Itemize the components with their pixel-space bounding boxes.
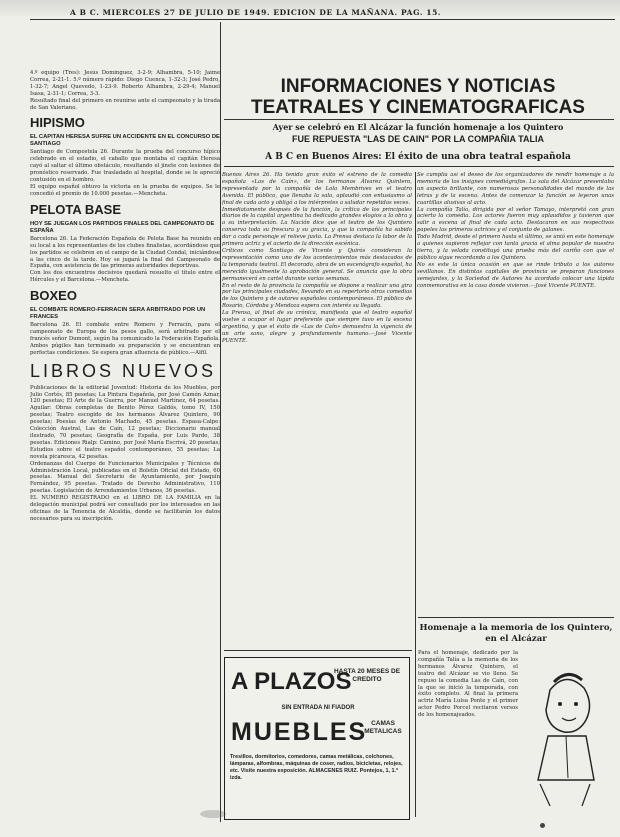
- article-subtitle: Ayer se celebró en El Alcázar la función homenaje a los Quintero: [272, 122, 564, 132]
- headline-rule: [224, 119, 614, 120]
- subtitle-rule: [224, 166, 614, 167]
- notice-text: EL NUMERO REGISTRADO en el LIBRO DE LA FAMILIA en la delegación municipal podrá ser consultado por los interesados en las oficinas de la Tenencia de Alcaldía, donde se facilitarán los datos necesarios para su inscripción.: [30, 495, 220, 522]
- ad-body: Tresillos, dormitorios, comedores, camas metálicas, colchones, lámparas, alfombras, máquinas de coser, radios, bicicletas, relojes, etc. Visite nuestra exposición. ALMACENES RUIZ. Pontejos, 1, 1.ª izda.: [230, 754, 403, 781]
- news-body: El equipo español obtuvo la victoria en la prueba de equipos. Se le concedió el premio de 10.000 pesetas.—Mencheta.: [30, 183, 220, 197]
- section-heading-boxeo: BOXEO: [30, 288, 77, 304]
- ink-stain: [200, 810, 226, 818]
- caricature-drawing: [520, 660, 612, 810]
- article-body: Críticos como Santiago de Vicente y Quirós consideran la representación como uno de los acontecimientos más destacados de la temporada teatral. El decorado, obra de un escenógrafo español, ha merecido igualmente la aprobación general. Se anuncia que la obra permanecerá en cartel durante varias semanas.: [222, 247, 412, 282]
- article-body: No es este la única ocasión en que se rinde tributo a los autores sevillanos. En distintas capitales de provincia se preparan funciones semejantes, y la Sociedad de Autores ha acordado colocar una lápida conmemorativa en la casa donde vivieron.—José Vicente PUENTE.: [417, 261, 614, 289]
- article-headline: FUE REPUESTA "LAS DE CAIN" POR LA COMPAÑIA TALIA: [291, 134, 545, 144]
- homenaje-body: [418, 650, 518, 820]
- ad-headline: A PLAZOS: [231, 668, 352, 695]
- homenaje-text: Para el homenaje, dedicado por la compañía Talía a la memoria de los hermanos Álvarez Quintero, el teatro del Alcázar se vio lleno. Se repuso la comedia Las de Caín, con la que se inició la temporada, con éxito completo. Al final la primera actriz María Luisa Ponte y el primer actor Pedro Porcel recitaron versos de los homenajeados.: [418, 650, 518, 719]
- homenaje-headline: Homenaje a la memoria de los Quintero, en el Alcázar: [419, 623, 613, 644]
- news-body: Santiago de Compostela 26. Durante la prueba del concurso hípico celebrado en el estadio, el caballo que montaba el capitán Heresa cayó al saltar el último obstáculo, resultando el jinete con lesiones de pronóstico reservado. Fue trasladado al hospital, donde se le apreció contusión en el hombro.: [30, 149, 220, 184]
- news-headline: EL COMBATE ROMERO-FERRACIN SERA ARBITRADO POR UN FRANCES: [30, 307, 206, 321]
- section-heading-pelota: PELOTA BASE: [30, 201, 122, 217]
- ad-credit-text: HASTA 20 MESES DE CREDITO: [333, 668, 401, 683]
- article-body: La compañía Talía, dirigida por el señor Tamayo, interpretó con gran acierto la comedia. Los actores fueron muy aplaudidos y tuvieron que salir a escena al final de cada acto. Destacaron en sus respectivos papeles las primeras actrices y el conjunto de galanes.: [417, 206, 614, 234]
- ad-product-sub: CAMAS METALICAS: [364, 720, 402, 735]
- furniture-advertisement: [224, 657, 410, 820]
- news-body: Con los dos encuentros decisivos quedará resuelto el título entre el Hércules y el Barcelona.—Mencheta.: [30, 270, 220, 284]
- section-headline: INFORMACIONES Y NOTICIAS TEATRALES Y CINEMATOGRAFICAS: [251, 76, 585, 118]
- article-kicker: A B C en Buenos Aires: El éxito de una obra teatral española: [265, 152, 571, 162]
- header-rule: [30, 19, 615, 20]
- section-heading-hipismo: HIPISMO: [30, 115, 85, 131]
- ad-condition-text: SIN ENTRADA NI FIADOR: [281, 705, 355, 711]
- results-text: 4.º equipo (Tres): Jesús Domínguez, 3-2-9; Alhambra, 5-10; Jaime Correa, 2-21-1. 5.º número rápido: Diego Cuenca, 1-32-3; José Pedro, 1-32-7; Angel Quevedo, 1-23-9. Roberto Alhambra, 2-29-4; Manuel Isasa, 2-31-1; Correa, 3-3.: [30, 70, 220, 97]
- left-column: [30, 70, 220, 810]
- right-column: [417, 172, 614, 612]
- middle-column: [222, 172, 412, 612]
- books-list-2: Ordenanzas del Cuerpo de Funcionarios Municipales y Técnicos de Administración Local, publicadas en el Boletín Oficial del Estado, 60 pesetas. Manual del Secretario de Ayuntamiento, por Joaquín Fernández, 95 pesetas. Tratado de Derecho Administrativo, 110 pesetas. Legislación de Arrendamientos Urbanos, 36 pesetas.: [30, 460, 220, 495]
- news-body: Barcelona 26. El combate entre Romero y Ferracín, para el campeonato de Europa de los pesos gallo, será arbitrado por el francés señor Dumont, según ha comunicado la Federación Española. Ambos púgiles han terminado su preparación y se encuentran en perfectas condiciones. Se espera gran afluencia de público.—Alfil.: [30, 322, 220, 356]
- ad-product-title: MUEBLES: [231, 718, 368, 746]
- article-body: Se cumplía así el deseo de los organizadores de rendir homenaje a la memoria de los insignes comediógrafos. La sala del Alcázar presentaba un aspecto brillante, con numerosas personalidades del mundo de las letras y de la escena. Antes de comenzar la función se leyeron unas cuartillas alusivas al acto.: [417, 172, 614, 206]
- article-body: Todo Madrid, desde el primero hasta el último, se unió en este homenaje a quienes supieron reflejar con tanta gracia el alma popular de nuestra tierra, y la velada constituyó una prueba más del cariño con que el público sigue recordando a los Quintero.: [417, 234, 614, 261]
- news-headline: HOY SE JUEGAN LOS PARTIDOS FINALES DEL CAMPEONATO DE ESPAÑA: [30, 220, 215, 234]
- books-list: Publicaciones de la editorial Juventud: Historia de los Muebles, por Julio Cortés, 85 pesetas; La Pintura Española, por José Camón Aznar, 120 pesetas; El Arte de la Guerra, por Manuel Martínez, 64 pesetas. Aguilar: Obras completas de Benito Pérez Galdós, tomo IV, 150 pesetas; Teatro escogido de los hermanos Álvarez Quintero, 90 pesetas; Poesías de Antonio Machado, 45 pesetas. Espasa-Calpe: Colección Austral, Las de Caín, 12 pesetas; Diccionario manual ilustrado, 70 pesetas; Geografía de España, por Luis Pardo, 38 pesetas. Ediciones Rialp: Camino, por José María Escrivá, 20 pesetas; Estudios sobre el teatro español contemporáneo, 55 pesetas; La novela picaresca, 42 pesetas.: [30, 384, 220, 460]
- ink-spot: [540, 823, 545, 828]
- page-header: A B C. MIERCOLES 27 DE JULIO DE 1949. EDICION DE LA MAÑANA. PAG. 15.: [70, 8, 442, 17]
- section-heading-libros: LIBROS NUEVOS: [30, 360, 217, 381]
- results-text-2: Resultado final del primero en reunirse ante el campeonato y la tirada de San Valeriano.: [30, 97, 220, 111]
- article-body: La Prensa, al final de su crónica, manifiesta que el teatro español vuelve a ocupar el lugar preferente que siempre tuvo en la escena argentina, y que el éxito de «Las de Caín» demuestra la vigencia de un arte sano, alegre y profundamente humano.—José Vicente PUENTE.: [222, 310, 412, 344]
- news-body: Barcelona 26. La Federación Española de Pelota Base ha reunido en su local a los representantes de los clubes finalistas, acordándose que los partidos se celebren en el campo de la Ciudad Condal, iniciándose a las cinco de la tarde. Hoy se jugará la final del Campeonato de España, con asistencia de las primeras autoridades deportivas.: [30, 235, 220, 270]
- article-body: Buenos Aires 26. Ha tenido gran éxito el estreno de la comedia española «Las de Caín», de los hermanos Álvarez Quintero, representada por la compañía de Lola Membrives en el teatro Avenida. El público, que llenaba la sala, aplaudió con entusiasmo al final de cada acto y obligó a los intérpretes a saludar repetidas veces.: [222, 172, 412, 206]
- column-divider: [415, 172, 416, 817]
- article-body: En el resto de la provincia la compañía se dispone a realizar una gira por las principales ciudades, llevando en su repertorio otras comedias de los Quintero y de autores españoles contemporáneos. El público de Rosario, Córdoba y Mendoza espera con interés su llegada.: [222, 282, 412, 310]
- ad-rule: [224, 650, 412, 651]
- column-divider: [220, 22, 221, 822]
- section-rule: [418, 617, 614, 618]
- article-body: Inmediatamente después de la función, la crítica de los principales diarios de la capital argentina ha dedicado grandes elogios a la obra y a su interpretación. La Nación dice que el teatro de los Quintero conserva toda su frescura y su gracia, y que la compañía ha sabido dar a cada personaje el relieve justo. La Prensa destaca la labor de la primera actriz y el acierto de la dirección escénica.: [222, 206, 412, 248]
- news-headline: EL CAPITAN HERESA SUFRE UN ACCIDENTE EN EL CONCURSO DE SANTIAGO: [30, 134, 220, 148]
